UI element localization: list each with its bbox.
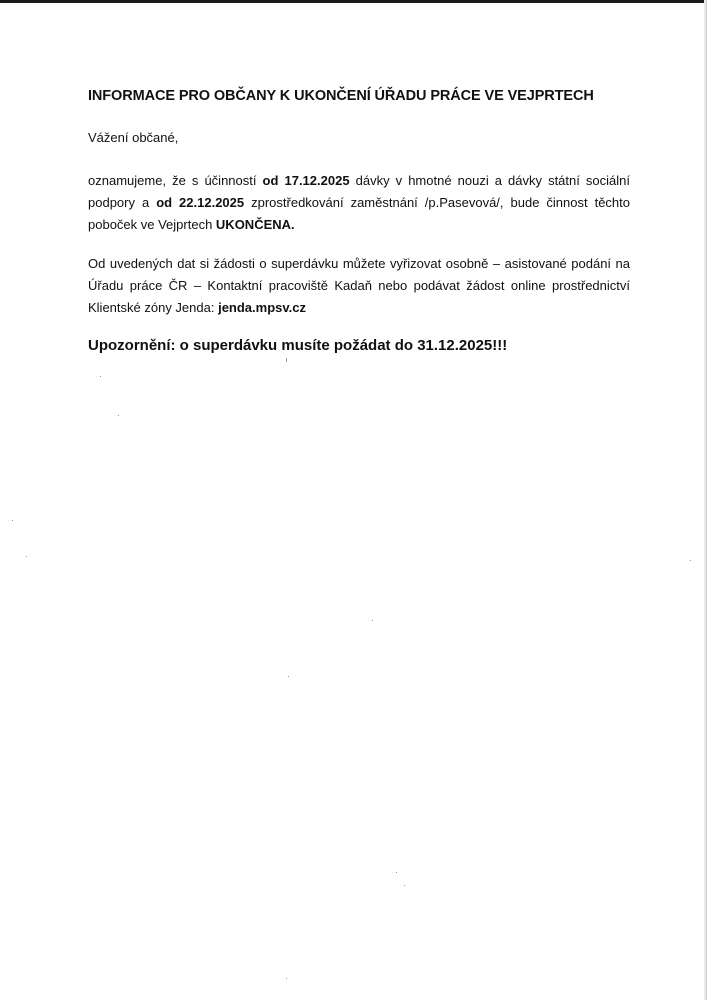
ended-status: UKONČENA. [215,217,295,232]
scan-speck [288,676,289,677]
scan-speck [118,415,119,416]
text-run: dávky v hmotné nouzi a dávky státní sociální [349,173,631,188]
text-run: podpory a [88,195,157,210]
paragraph-line [88,297,630,319]
paragraph-line [88,170,630,192]
scan-speck [404,885,405,886]
paragraph-instructions [88,253,630,319]
scan-speck [690,560,691,561]
date-from-employment: od 22.12.2025 [156,195,245,210]
scan-speck [286,358,287,362]
paragraph-line: Od uvedených dat si žádosti o superdávku můžete vyřizovat osobně – asistované podání na [88,256,630,271]
top-border-line [0,0,707,3]
paragraph-line [88,192,630,214]
paragraph-announcement [88,170,630,236]
text-run: Klientské zóny Jenda: [88,300,219,315]
deadline-warning: Upozornění: o superdávku musíte požádat do 31.12.2025!!! [88,337,508,354]
scan-speck [12,520,13,521]
scan-speck [396,872,397,873]
scan-speck [372,620,373,621]
scan-speck [100,376,101,377]
jenda-link[interactable]: jenda.mpsv.cz [218,300,306,315]
greeting: Vážení občané, [88,130,179,145]
text-run: poboček ve Vejprtech [88,217,216,232]
paragraph-line [88,214,630,236]
scan-speck [26,556,27,557]
document-title: INFORMACE PRO OBČANY K UKONČENÍ ÚŘADU PRÁCE VE VEJPRTECH [88,88,594,104]
text-run: zprostředkování zaměstnání /p.Pasevová/, bude činnost těchto [244,195,631,210]
paragraph-line: Úřadu práce ČR – Kontaktní pracoviště Kadaň nebo podávat žádost online prostřednictví [88,278,630,293]
scan-speck [286,978,287,979]
date-from-benefits: od 17.12.2025 [262,173,350,188]
text-run: oznamujeme, že s účinností [88,173,263,188]
